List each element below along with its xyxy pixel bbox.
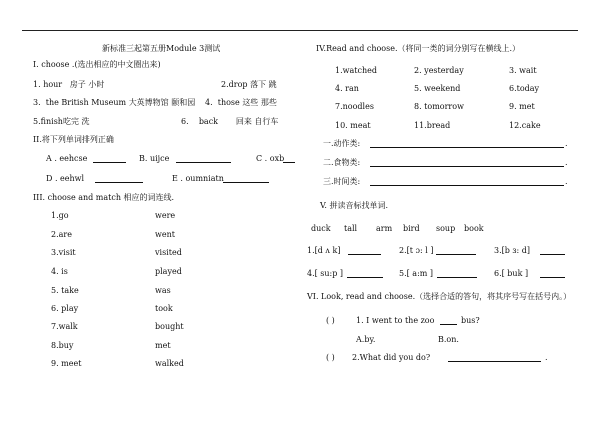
- s6-q1-text: 1. I went to the zoo: [356, 316, 435, 325]
- s5-word-arm: arm: [376, 224, 393, 233]
- section1-heading: I. choose .(选出相应的中文圈出来): [33, 60, 161, 69]
- s6-q1-tail: bus?: [461, 316, 480, 325]
- s3-left-2[interactable]: 2.are: [51, 230, 72, 239]
- s4-category-time: 三.时间类:: [323, 177, 361, 186]
- s3-right-3[interactable]: visited: [155, 248, 182, 257]
- s3-right-7[interactable]: bought: [155, 322, 184, 331]
- s4-word-5: 5. weekend: [414, 84, 461, 93]
- s1-item-6: 6. back 回来 自行车: [181, 117, 279, 126]
- s1-item-5: 5.finish吃完 洗: [33, 117, 90, 126]
- s3-right-5[interactable]: was: [155, 286, 171, 295]
- s2-item-d: D . eehwl: [46, 174, 85, 183]
- s4-blank-food[interactable]: [370, 166, 564, 167]
- s3-left-1[interactable]: 1.go: [51, 211, 69, 220]
- s4-blank-time[interactable]: [370, 185, 564, 186]
- s3-right-2[interactable]: went: [155, 230, 175, 239]
- s5-phonetic-2: 2.[t ɔ: l ]: [399, 246, 434, 255]
- s4-word-9: 9. met: [509, 102, 535, 111]
- s6-q1-option-a: A.by.: [356, 335, 376, 344]
- s1-item-4: 4. those 这些 那些: [205, 98, 277, 107]
- s4-word-8: 8. tomorrow: [414, 102, 464, 111]
- s3-right-8[interactable]: met: [155, 341, 171, 350]
- s3-right-1[interactable]: were: [155, 211, 176, 220]
- section5-heading: V. 拼读音标找单词.: [320, 201, 389, 210]
- s2-blank-b[interactable]: [176, 162, 231, 163]
- s6-q1-paren[interactable]: ( ): [326, 316, 335, 325]
- section2-heading: II.将下列单词排列正确: [33, 135, 114, 144]
- s3-right-4[interactable]: played: [155, 267, 182, 276]
- s4-word-12: 12.cake: [509, 121, 541, 130]
- s5-phonetic-1: 1.[d ʌ k]: [307, 246, 341, 255]
- s4-end-mark-1: .: [565, 139, 568, 148]
- s4-word-2: 2. yesterday: [414, 66, 464, 75]
- s5-blank-6[interactable]: [540, 277, 565, 278]
- s2-item-a: A . eehcse: [46, 154, 88, 163]
- s1-item-3: 3. the British Museum 大英博物馆 颐和园: [33, 98, 196, 107]
- page-title: 新标准三起第五册Module 3测试: [102, 44, 221, 53]
- s2-item-b: B. uijce: [139, 154, 170, 163]
- s4-end-mark-3: .: [565, 177, 568, 186]
- s6-q2-blank[interactable]: [448, 361, 541, 362]
- s3-left-9[interactable]: 9. meet: [51, 359, 82, 368]
- s5-blank-3[interactable]: [540, 254, 565, 255]
- section3-heading: III. choose and match 相应的词连线.: [33, 193, 175, 202]
- s2-blank-a[interactable]: [93, 162, 126, 163]
- s4-category-action: 一.动作类:: [323, 139, 361, 148]
- s2-blank-e[interactable]: [223, 182, 269, 183]
- s2-item-e: E . oumniatn: [172, 174, 224, 183]
- s3-left-3[interactable]: 3.visit: [51, 248, 76, 257]
- s4-end-mark-2: .: [565, 158, 568, 167]
- s3-left-4[interactable]: 4. is: [51, 267, 68, 276]
- s6-q1-blank[interactable]: [440, 324, 457, 325]
- s4-word-7: 7.noodles: [335, 102, 374, 111]
- s5-phonetic-6: 6.[ buk ]: [494, 269, 529, 278]
- s2-blank-c[interactable]: [283, 162, 295, 163]
- s3-left-6[interactable]: 6. play: [51, 304, 79, 313]
- s3-left-7[interactable]: 7.walk: [51, 322, 78, 331]
- s5-blank-5[interactable]: [437, 277, 477, 278]
- s6-q2-end: .: [545, 353, 548, 362]
- s4-blank-action[interactable]: [370, 147, 564, 148]
- s6-q2-text: 2.What did you do?: [352, 353, 431, 362]
- s5-blank-1[interactable]: [348, 254, 381, 255]
- s5-phonetic-4: 4.[ su:p ]: [307, 269, 344, 278]
- s5-phonetic-5: 5.[ a:m ]: [399, 269, 434, 278]
- s2-blank-d[interactable]: [95, 182, 143, 183]
- s4-word-6: 6.today: [509, 84, 540, 93]
- s5-word-soup: soup: [436, 224, 456, 233]
- s6-q1-option-b: B.on.: [438, 335, 459, 344]
- s5-blank-4[interactable]: [347, 277, 383, 278]
- s1-item-2: 2.drop 落下 跳: [221, 80, 277, 89]
- s2-item-c: C . oxb: [256, 154, 285, 163]
- s5-word-tall: tall: [344, 224, 358, 233]
- s5-word-book: book: [464, 224, 484, 233]
- s3-left-5[interactable]: 5. take: [51, 286, 79, 295]
- s5-word-duck: duck: [311, 224, 331, 233]
- section4-heading: IV.Read and choose.（将同一类的词分别写在横线上.）: [316, 44, 521, 53]
- s3-left-8[interactable]: 8.buy: [51, 341, 74, 350]
- section6-heading: VI. Look, read and choose.（选择合适的答句，将其序号写在括号内。）: [307, 292, 572, 301]
- s6-q2-paren[interactable]: ( ): [326, 353, 335, 362]
- s5-word-bird: bird: [403, 224, 420, 233]
- s5-blank-2[interactable]: [436, 254, 476, 255]
- s3-right-6[interactable]: took: [155, 304, 173, 313]
- s4-word-3: 3. wait: [509, 66, 537, 75]
- top-rule: [22, 30, 578, 31]
- s4-word-1: 1.watched: [335, 66, 377, 75]
- s4-word-10: 10. meat: [335, 121, 371, 130]
- s4-word-11: 11.bread: [414, 121, 451, 130]
- s3-right-9[interactable]: walked: [155, 359, 184, 368]
- s5-phonetic-3: 3.[b ɜ: d]: [494, 246, 530, 255]
- s1-item-1: 1. hour 房子 小时: [33, 80, 105, 89]
- s4-category-food: 二.食物类:: [323, 158, 361, 167]
- s4-word-4: 4. ran: [335, 84, 359, 93]
